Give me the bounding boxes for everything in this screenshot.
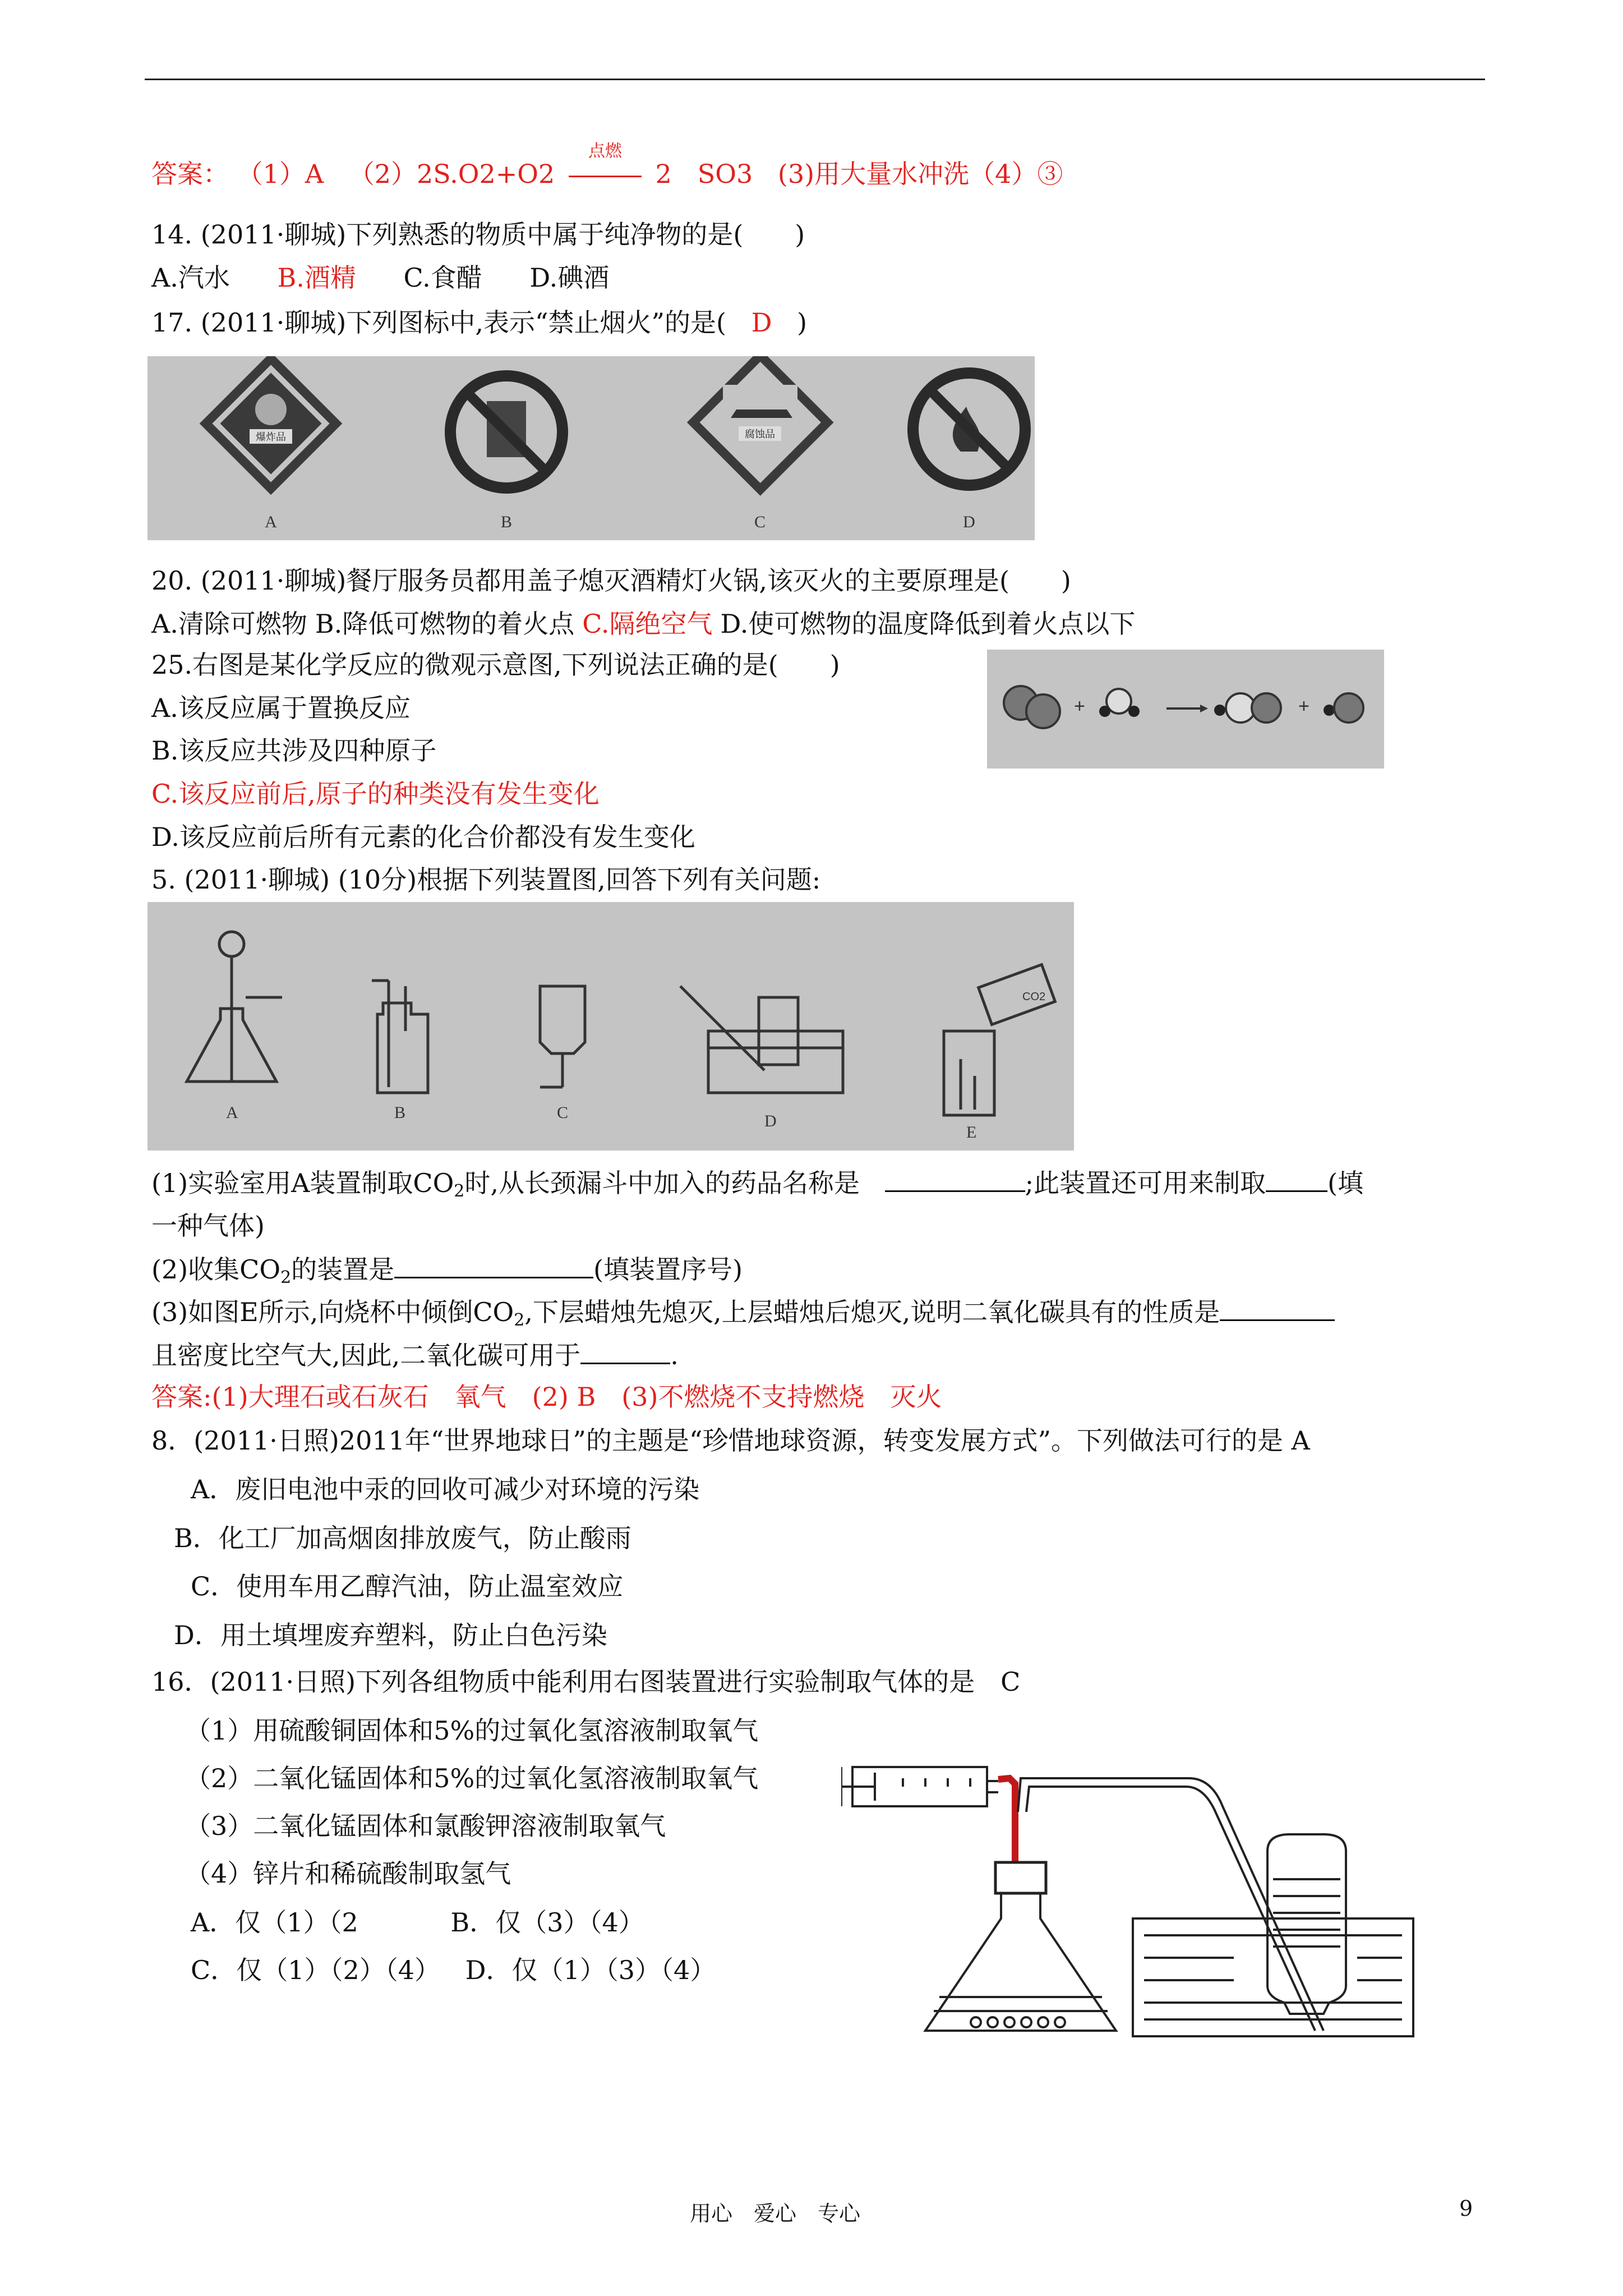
collecting-bottle-icon [1267, 1834, 1346, 2014]
answer-part-3: (3)用大量水冲洗（4）③ [777, 159, 1063, 189]
q5-l3-sub: 2 [280, 1268, 292, 1287]
q20-options [151, 607, 1135, 641]
q25-option-c: C.该反应前后,原子的种类没有发生变化 [151, 779, 600, 809]
apparatus-co2-label: CO2 [1022, 991, 1046, 1003]
q25-option-a: A.该反应属于置换反应 [151, 693, 411, 723]
q5-l5-text-a: 且密度比空气大,因此,二氧化碳可用于 [151, 1340, 581, 1370]
q5-l4-text-a: (3)如图E所示,向烧杯中倾倒CO [151, 1297, 514, 1327]
sign-d-no-fire-icon [913, 373, 1025, 485]
molecule-1-icon [1004, 686, 1060, 728]
sign-a-diamond-icon [200, 356, 343, 495]
q5-blank-2[interactable] [1266, 1166, 1327, 1192]
q14-option-b: B.酒精 [277, 263, 356, 293]
q17-answer: D [751, 307, 772, 338]
q14-options [151, 261, 609, 295]
rubber-tube-icon [998, 1778, 1015, 1862]
q8-stem: 8．(2011·日照)2011年“世界地球日”的主题是“珍惜地球资源，转变发展方式”。下列做法可行的是 A [151, 1425, 1310, 1456]
q17-stem-end: ) [797, 307, 808, 338]
sign-label-c: C [754, 513, 766, 531]
q5-answer: 答案:(1)大理石或石灰石 氧气 (2) B (3)不燃烧不支持燃烧 灭火 [151, 1382, 942, 1412]
reaction-arrow-icon [1166, 705, 1208, 712]
q16-option-a: A．仅（1）（2 [191, 1907, 358, 1938]
q5-l4-sub: 2 [514, 1310, 525, 1330]
q14-stem: 14. (2011·聊城)下列熟悉的物质中属于纯净物的是( ) [151, 219, 805, 250]
q8-option-a: A．废旧电池中汞的回收可减少对环境的污染 [191, 1474, 700, 1504]
q5-blank-4[interactable] [1220, 1295, 1335, 1321]
answer-part-2b: 2 SO3 [655, 159, 753, 189]
apparatus-b-icon [372, 981, 428, 1093]
q5-l1-sub: 2 [454, 1181, 465, 1201]
svg-text:+: + [1074, 696, 1085, 717]
sign-label-d: D [963, 513, 975, 531]
q16-item-4: （4）锌片和稀硫酸制取氢气 [185, 1858, 511, 1889]
answer-line-1 [151, 141, 1063, 191]
sign-b-prohibition-icon [450, 376, 562, 488]
apparatus-label-b: B [394, 1103, 406, 1122]
q16-item-2: （2）二氧化锰固体和5%的过氧化氢溶液制取氧气 [185, 1763, 759, 1793]
q5-l1-text-d: (填 [1327, 1168, 1364, 1198]
sign-c-diamond-icon [687, 356, 834, 496]
q8-option-b: B．化工厂加高烟囱排放废气，防止酸雨 [174, 1523, 631, 1553]
q5-part-1 [151, 1166, 1363, 1208]
molecule-3-icon [1214, 693, 1281, 723]
q25-stem: 25.右图是某化学反应的微观示意图,下列说法正确的是( ) [151, 650, 840, 680]
q16-item-3: （3）二氧化锰固体和氯酸钾溶液制取氧气 [185, 1811, 666, 1841]
apparatus-d-icon [680, 986, 843, 1093]
q14-option-c: C.食醋 [403, 263, 482, 293]
q16-stem: 16．(2011·日照)下列各组物质中能利用右图装置进行实验制取气体的是 C [151, 1667, 1021, 1697]
q5-l4-text-b: ,下层蜡烛先熄灭,上层蜡烛后熄灭,说明二氧化碳具有的性质是 [524, 1297, 1220, 1327]
q25-molecule-image [987, 650, 1384, 769]
header-rule [145, 79, 1485, 80]
q5-l3-text-a: (2)收集CO [151, 1254, 281, 1285]
apparatus-label-e: E [966, 1123, 977, 1142]
q20-option-d: D.使可燃物的温度降低到着火点以下 [720, 609, 1136, 639]
q5-blank-5[interactable] [580, 1338, 670, 1364]
q5-l5-text-b: . [670, 1340, 679, 1370]
q14-option-d: D.碘酒 [529, 263, 610, 293]
q8-option-c: C．使用车用乙醇汽油，防止温室效应 [191, 1571, 624, 1602]
q5-part-3 [151, 1295, 1335, 1337]
q17-stem-text: 17. (2011·聊城)下列图标中,表示“禁止烟火”的是( [151, 307, 726, 338]
q25-option-b: B.该反应共涉及四种原子 [151, 735, 437, 766]
q20-option-a: A.清除可燃物 [151, 609, 307, 639]
footer-text: 用心 爱心 专心 [690, 2201, 861, 2226]
q17-signs-image [147, 356, 1035, 540]
sign-label-a: A [265, 513, 277, 531]
apparatus-label-d: D [764, 1112, 777, 1130]
sign-c-label: 腐蚀品 [745, 429, 775, 440]
sign-label-b: B [500, 513, 513, 531]
q16-option-c: C．仅（1）（2）（4） [191, 1955, 440, 1985]
q20-stem: 20. (2011·聊城)餐厅服务员都用盖子熄灭酒精灯火锅,该灭火的主要原理是( ) [151, 565, 1071, 596]
svg-text:+: + [1298, 696, 1310, 717]
answer-label: 答案： [151, 159, 229, 189]
q8-option-d: D．用土填埋废弃塑料，防止白色污染 [174, 1620, 607, 1650]
q17-stem [151, 306, 807, 339]
q16-options-cd [191, 1953, 716, 1987]
q20-option-c: C.隔绝空气 [582, 609, 713, 639]
q5-blank-3[interactable] [394, 1252, 593, 1278]
q5-l1-text-a: (1)实验室用A装置制取CO [151, 1168, 454, 1198]
q16-option-b: B．仅（3）（4） [450, 1907, 644, 1938]
apparatus-e-icon [944, 965, 1055, 1115]
q16-options-ab [191, 1906, 644, 1939]
q5-stem: 5. (2011·聊城) (10分)根据下列装置图,回答下列有关问题: [151, 864, 821, 895]
apparatus-a-icon [187, 932, 282, 1082]
q5-l1-text-b: 时,从长颈漏斗中加入的药品名称是 [464, 1168, 860, 1198]
q5-apparatus-image [147, 902, 1074, 1151]
q5-part-3-cont [151, 1338, 679, 1372]
condition-label: 点燃 [588, 141, 622, 161]
q5-l3-text-b: 的装置是 [291, 1254, 395, 1285]
page-number: 9 [1459, 2196, 1473, 2221]
apparatus-label-a: A [226, 1103, 238, 1122]
molecule-2-icon [1099, 689, 1140, 717]
q5-l1-text-c: ;此装置还可用来制取 [1025, 1168, 1266, 1198]
q20-option-b: B.降低可燃物的着火点 [315, 609, 575, 639]
q5-part-1-cont: 一种气体) [151, 1211, 265, 1241]
q5-part-2 [151, 1252, 743, 1295]
q14-option-a: A.汽水 [151, 263, 230, 293]
sign-a-label: 爆炸品 [256, 431, 286, 443]
conical-flask-icon [925, 1862, 1116, 2031]
syringe-icon [841, 1767, 998, 1806]
answer-part-1: （1）A [237, 159, 324, 189]
water-trough-icon [1133, 1918, 1413, 2036]
apparatus-c-icon [540, 986, 585, 1087]
delivery-tube-icon [1018, 1778, 1324, 2031]
reaction-condition [569, 141, 642, 191]
q5-l3-text-c: (填装置序号) [593, 1254, 743, 1285]
q5-blank-1[interactable] [885, 1166, 1025, 1192]
q16-option-d: D．仅（1）（3）（4） [465, 1955, 716, 1985]
apparatus-label-c: C [557, 1103, 569, 1122]
molecule-4-icon [1324, 693, 1363, 723]
answer-part-2a: （2）2S.O2+O2 [348, 159, 555, 189]
q25-option-d: D.该反应前后所有元素的化合价都没有发生变化 [151, 822, 695, 852]
q16-apparatus-diagram [841, 1750, 1447, 2042]
q16-item-1: （1）用硫酸铜固体和5%的过氧化氢溶液制取氧气 [185, 1715, 759, 1746]
